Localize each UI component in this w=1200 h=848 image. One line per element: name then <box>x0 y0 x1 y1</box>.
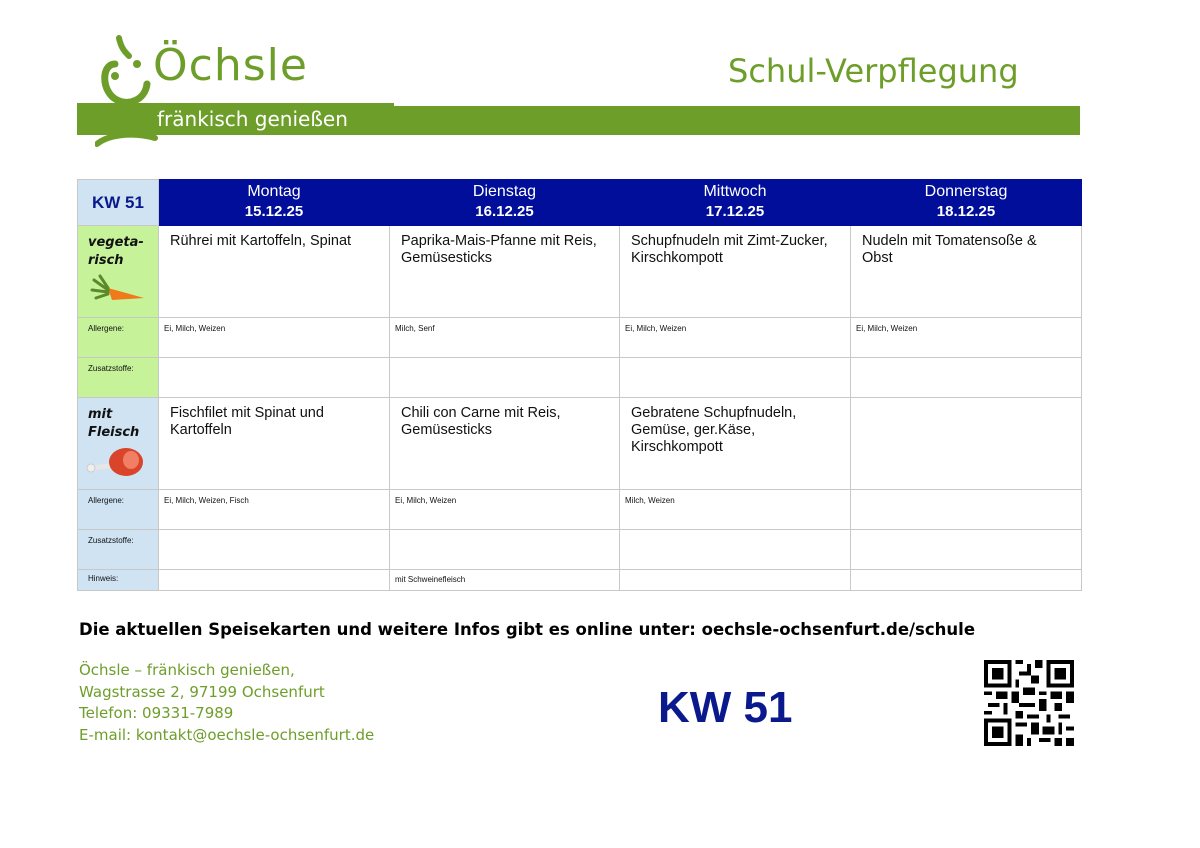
qr-code-icon <box>983 660 1075 746</box>
hint-cell: mit Schweinefleisch <box>390 570 620 591</box>
additives-cell <box>851 530 1082 570</box>
meat-hint-row <box>78 570 1082 591</box>
week-number-cell: KW 51 <box>78 180 159 226</box>
vegetarian-label-line2: risch <box>88 253 124 268</box>
allergens-cell: Milch, Senf <box>390 318 620 358</box>
carrot-icon <box>86 274 146 304</box>
week-number-large: KW 51 <box>658 683 793 732</box>
day-date: 15.12.25 <box>244 203 304 220</box>
allergens-cell: Ei, Milch, Weizen <box>390 490 620 530</box>
dish-cell: Gebratene Schupfnudeln, Gemüse, ger.Käse, Kirschkompott <box>620 398 851 490</box>
vegetarian-category-cell <box>78 226 159 318</box>
additives-cell <box>159 358 390 398</box>
day-date: 17.12.25 <box>705 203 765 220</box>
additives-cell <box>390 358 620 398</box>
additives-cell <box>390 530 620 570</box>
online-info-text: Die aktuellen Speisekarten und weitere Infos gibt es online unter: oechsle-ochsenfurt.de/schule <box>79 620 976 639</box>
day-name: Donnerstag <box>924 183 1008 200</box>
additives-label: Zusatzstoffe: <box>78 358 159 398</box>
dish-cell: Schupfnudeln mit Zimt-Zucker, Kirschkompott <box>620 226 851 318</box>
address-line: Öchsle – fränkisch genießen, <box>79 661 295 679</box>
meat-label-line1: mit <box>88 407 113 422</box>
dish-cell: Fischfilet mit Spinat und Kartoffeln <box>159 398 390 490</box>
logo-slogan: fränkisch genießen <box>157 107 348 131</box>
allergens-label: Allergene: <box>78 490 159 530</box>
allergens-cell: Ei, Milch, Weizen, Fisch <box>159 490 390 530</box>
logo-wordmark: Öchsle <box>153 40 308 91</box>
header-bar-notch <box>394 103 1080 106</box>
weekly-menu-table <box>77 179 1082 591</box>
day-date: 18.12.25 <box>936 203 996 220</box>
address-line: Wagstrasse 2, 97199 Ochsenfurt <box>79 682 325 701</box>
dish-cell: Paprika-Mais-Pfanne mit Reis, Gemüsesticks <box>390 226 620 318</box>
day-header-monday <box>159 180 390 226</box>
additives-cell <box>159 530 390 570</box>
dish-cell: Rührei mit Kartoffeln, Spinat <box>159 226 390 318</box>
allergens-cell: Ei, Milch, Weizen <box>620 318 851 358</box>
table-header-row <box>78 180 1082 226</box>
day-header-thursday <box>851 180 1082 226</box>
dish-cell <box>851 398 1082 490</box>
additives-cell <box>620 358 851 398</box>
meat-additives-row <box>78 530 1082 570</box>
allergens-cell: Ei, Milch, Weizen <box>159 318 390 358</box>
meat-category-cell <box>78 398 159 490</box>
vegetarian-label <box>78 226 148 270</box>
day-name: Montag <box>247 183 301 200</box>
dish-cell: Nudeln mit Tomatensoße & Obst <box>851 226 1082 318</box>
address-line: E-mail: kontakt@oechsle-ochsenfurt.de <box>79 725 375 744</box>
allergens-cell <box>851 490 1082 530</box>
day-name: Dienstag <box>472 183 537 200</box>
meat-allergens-row <box>78 490 1082 530</box>
oechsle-logo <box>95 34 395 152</box>
address-line: Telefon: 09331-7989 <box>79 704 234 722</box>
meat-label-line2: Fleisch <box>88 425 140 440</box>
hint-label: Hinweis: <box>78 570 159 591</box>
vegetarian-label-line1: vegeta- <box>88 235 144 250</box>
hint-cell <box>159 570 390 591</box>
meat-label <box>78 398 148 442</box>
additives-cell <box>851 358 1082 398</box>
day-date: 16.12.25 <box>475 203 534 220</box>
day-header-wednesday <box>620 180 851 226</box>
allergens-label: Allergene: <box>78 318 159 358</box>
allergens-cell: Milch, Weizen <box>620 490 851 530</box>
day-header-tuesday <box>390 180 620 226</box>
meat-dish-row <box>78 398 1082 490</box>
ham-icon <box>86 444 146 478</box>
hint-cell <box>851 570 1082 591</box>
vegetarian-additives-row <box>78 358 1082 398</box>
hint-cell <box>620 570 851 591</box>
allergens-cell: Ei, Milch, Weizen <box>851 318 1082 358</box>
day-name: Mittwoch <box>703 183 767 200</box>
dish-cell: Chili con Carne mit Reis, Gemüsesticks <box>390 398 620 490</box>
contact-address <box>79 660 374 746</box>
vegetarian-allergens-row <box>78 318 1082 358</box>
additives-cell <box>620 530 851 570</box>
vegetarian-dish-row <box>78 226 1082 318</box>
page-title: Schul-Verpflegung <box>728 52 1019 90</box>
additives-label: Zusatzstoffe: <box>78 530 159 570</box>
